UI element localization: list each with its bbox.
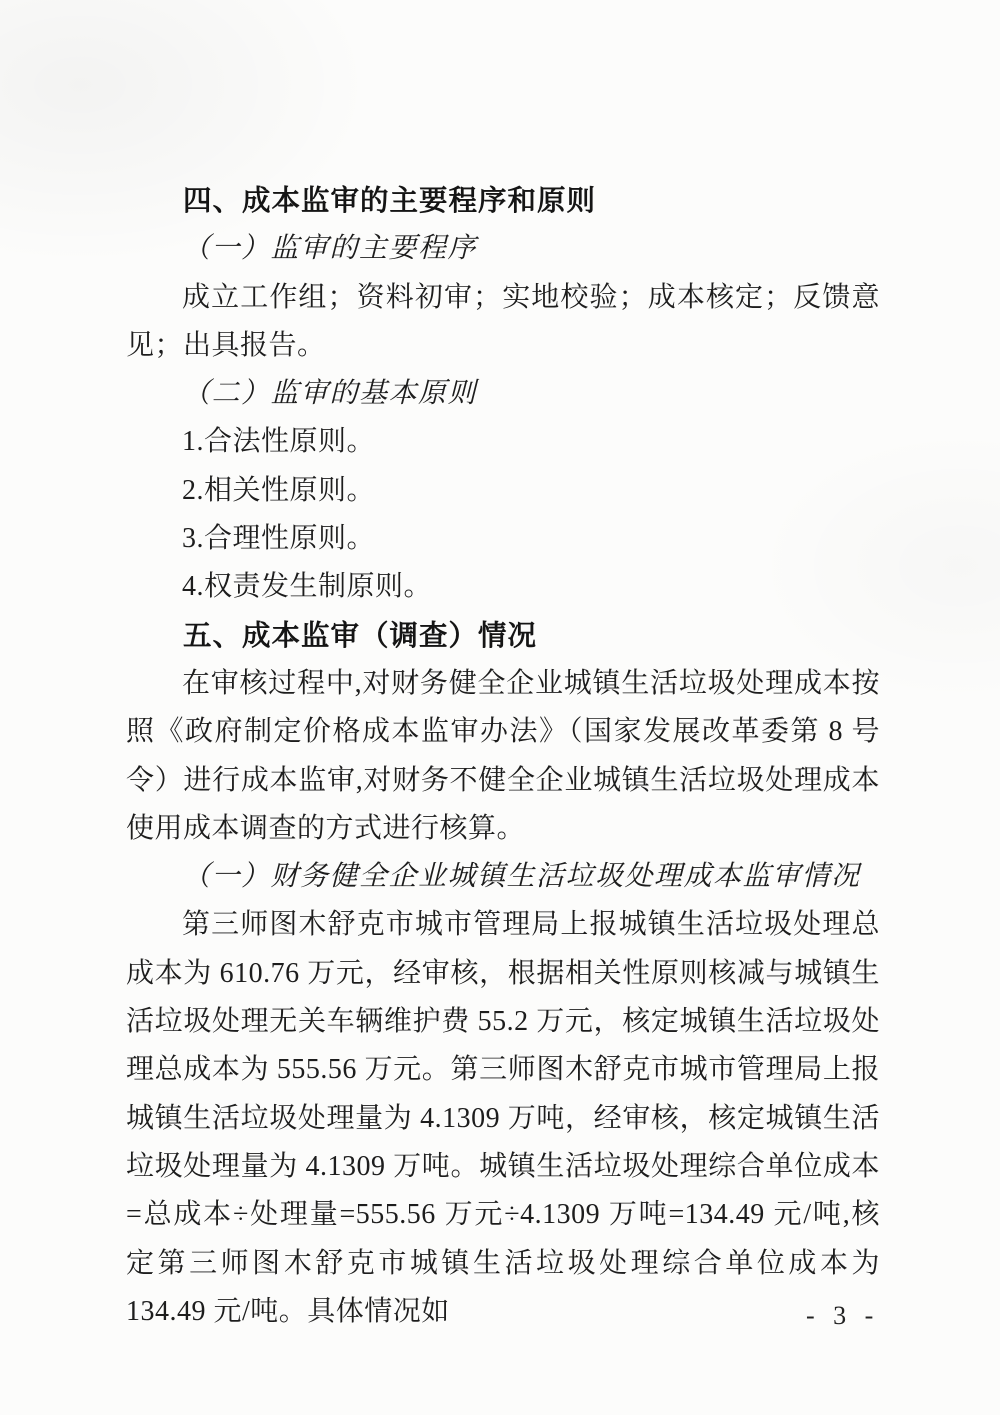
principle-item-4: 4.权责发生制原则。 xyxy=(182,571,433,603)
paragraph-cost-review-detail: 第三师图木舒克市城市管理局上报城镇生活垃圾处理总成本为 610.76 万元，经审核，根据相关性原则核减与城镇生活垃圾处理无关车辆维护费 55.2 万元，核定城镇生活垃圾处理总成本为 555.56 万元。第三师图木舒克市城市管理局上报城镇生活垃圾处理量为 4.1309 万吨，经审核，核定城镇生活垃圾处理量为 4.1309 万吨。城镇生活垃圾处理综合单位成本=总成本÷处理量=555.56 万元÷4.1309 万吨=134.49 元/吨,核定第三师图木舒克市城镇生活垃圾处理综合单位成本为 134.49 元/吨。具体情况如 xyxy=(126,909,880,1327)
subsection-heading-4-2: （二）监审的基本原则 xyxy=(182,378,478,410)
page-number: - 3 - xyxy=(806,1301,880,1330)
principle-item-3: 3.合理性原则。 xyxy=(182,523,376,555)
subsection-heading-5-1: （一）财务健全企业城镇生活垃圾处理成本监审情况 xyxy=(182,861,861,893)
section-heading-4: 四、成本监审的主要程序和原则 xyxy=(183,185,597,217)
subsection-heading-4-1: （一）监审的主要程序 xyxy=(182,233,478,265)
document-body xyxy=(126,177,880,1336)
section-heading-5: 五、成本监审（调查）情况 xyxy=(183,619,538,652)
paragraph-review-method: 在审核过程中,对财务健全企业城镇生活垃圾处理成本按照《政府制定价格成本监审办法》（国家发展改革委第 8 号令）进行成本监审,对财务不健全企业城镇生活垃圾处理成本使用成本调查的方式进行核算。 xyxy=(126,667,880,844)
principle-item-1: 1.合法性原则。 xyxy=(182,426,376,458)
paragraph-procedures: 成立工作组；资料初审；实地校验；成本核定；反馈意见；出具报告。 xyxy=(126,281,880,361)
principle-item-2: 2.相关性原则。 xyxy=(182,474,376,506)
